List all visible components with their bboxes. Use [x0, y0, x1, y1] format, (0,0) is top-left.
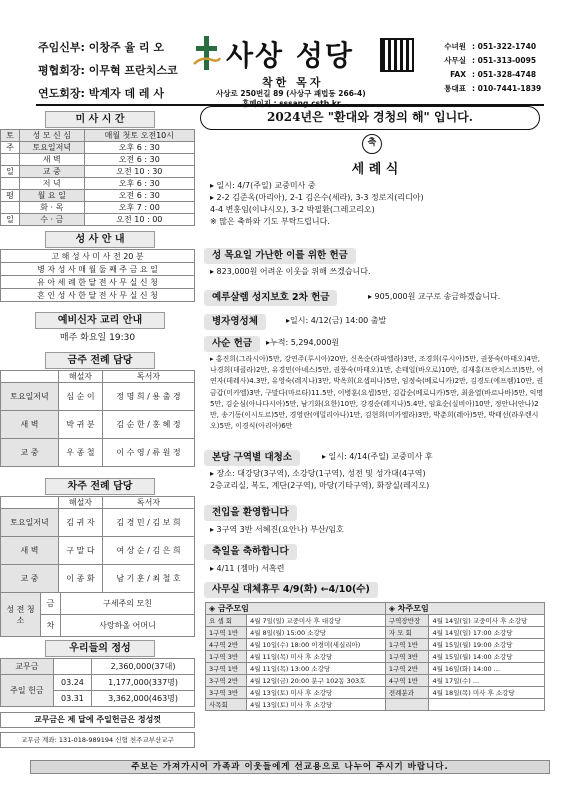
- table-row: 성 전 청 소 금 구세주의 모친: [1, 593, 195, 615]
- contact-row: 사무실 : 051-313-0095: [444, 56, 537, 65]
- table-row: 03.31 3,362,000(463명): [1, 691, 195, 707]
- table-row: 유 아 세 례 한 달 전 사 무 실 신 청: [1, 276, 195, 289]
- sacrament-heading: 성 사 안 내: [45, 231, 155, 248]
- bulletin-subtitle: 착한 목자: [262, 76, 324, 89]
- section-feast: 축일을 축하합니다: [204, 544, 297, 560]
- staff-pastor: 주임신부: 이창주 율 리 오: [38, 41, 164, 54]
- table-row: 토요일저녁 김 귀 자 김 경 민 / 김 보 희: [1, 509, 195, 537]
- qr-code-icon: [380, 38, 414, 72]
- section-district-clean: 본당 구역별 대청소: [204, 450, 300, 466]
- staff-yeondo: 연도회장: 박계자 데 레 사: [38, 87, 164, 100]
- meeting-table: [205, 602, 545, 711]
- contact-row: 수녀원 : 051-322-1740: [444, 42, 537, 51]
- table-row: 새 벽 구 말 다 여 상 순 / 김 은 희: [1, 537, 195, 565]
- mass-table: [0, 129, 195, 226]
- church-title: 사상 성당: [226, 39, 354, 72]
- cross-dove-icon: [192, 34, 222, 74]
- baptism-heading: 세 례 식: [351, 162, 399, 177]
- lent-donor-list: ▸ 홍진희(그라시아)5만, 강연주(루시아)20만, 신옥순(라파엘라)3만, 조경희(루시아)5만, 권풍숙(마태오)4만, 나경희(데클라)2만, 유경민(아녜스)5만, 권풍숙(마태오)1만, 손태일(바오로)10만, 김재홍(프란치스코)5만, 여연자(데레사)4.3만, 유영숙(레지나)3만, 박옥희(요셉피나)5만, 임정숙(베로니카)2만, 김경도(에프렘)10만, 권금갑(미카엘)3만, 구말다(마르타)11.5만, 이병훈(요셉)5만, 김갑순(베로니카)5만, 최윤열(바르나바)5만, 익명5만, 김순심(아나다시아)5만, 남기화(요한)10만, 강경순(레지나)5.4만, 임효순(실비아)10만, 정안나(안나)2만, 송기동(이시도르)5만, 경영란(에밀리아나)1만, 김현희(미카엘라)3만, 박춘희(레아)5만, 박태선(라우렌시오)5만, 이경식(아리아)6만: [210, 355, 544, 431]
- table-row: 평 월 요 일 오전 6 : 30: [1, 190, 195, 202]
- feast-text: ▸ 4/11 (젬마) 서혹련: [210, 564, 285, 573]
- table-row: 사목회 4월 13일(토) 미사 후 소강당: [206, 699, 545, 711]
- table-row: ◈ 금주모임 ◈ 차주모임: [206, 603, 545, 615]
- contact-row: FAX : 051-328-4748: [450, 70, 537, 79]
- celebrate-badge: 축: [362, 134, 382, 154]
- cleaning-table: [0, 592, 195, 637]
- table-row: 1구역 1반 4월 8일(월) 15:00 소강당 자 모 회 4월 14일(일) 17:00 소강당: [206, 627, 545, 639]
- lent-total: ▸누적: 5,294,000원: [266, 338, 340, 347]
- offering-table: [0, 658, 195, 707]
- table-row: 새 벽 박 귀 분 김 순 한 / 홍 혜 정: [1, 411, 195, 439]
- table-row: 교 중 이 종 화 남 기 훈 / 최 철 호: [1, 565, 195, 593]
- offering-account: 교무금 계좌: 131-018-989194 신협 천주교부산교구: [0, 732, 195, 748]
- contact-row: 통대표 : 010-7441-1839: [444, 84, 542, 93]
- table-row: 토 성 모 신 심 매월 첫토 오전10시: [1, 130, 195, 142]
- table-row: 저 녁 오후 6 : 30: [1, 178, 195, 190]
- section-transfer: 전입을 환영합니다: [204, 505, 297, 521]
- table-row: 병 자 성 사 매 월 둘 째 주 금 요 일: [1, 263, 195, 276]
- table-row: 교 중 우 종 철 이 수 영 / 류 원 정: [1, 439, 195, 467]
- offering-note: 교무금은 제 달에 주일헌금은 정성껏: [0, 712, 195, 728]
- contact-list: [434, 40, 541, 96]
- sacrament-table: [0, 249, 195, 302]
- table-row: 3구역 3반 4월 13일(토) 미사 후 소강당 전례분과 4월 18일(목) 미사 후 소강당: [206, 687, 545, 699]
- section-holy-thursday: 성 목요일 가난한 이를 위한 헌금: [204, 248, 356, 264]
- year-banner: 2024년은 "환대와 경청의 해" 입니다.: [200, 106, 540, 130]
- table-row: 해설자 독서자: [1, 371, 195, 383]
- table-row: 교무금 2,360,000(37대): [1, 659, 195, 675]
- this-week-heading: 금주 전례 담당: [45, 352, 155, 369]
- table-row: 주일 헌금 03.24 1,177,000(337명): [1, 675, 195, 691]
- this-week-table: [0, 370, 195, 467]
- district-places: ▸ 장소: 대강당(3구역), 소강당(1구역), 성전 및 성가대(4구역) 2층교리실, 복도, 계단(2구역), 마당(기타구역), 화장실(레지오): [210, 469, 430, 490]
- table-row: 화 · 목 오후 7 : 00: [1, 202, 195, 214]
- table-row: 4구역 2반 4월 10일(수) 18:00 이경미(세실리아) 1구역 1반 4월 15일(월) 19:00 소강당: [206, 639, 545, 651]
- footer-note: 주보는 가져가시어 가족과 이웃들에게 선교용으로 나누어 주시기 바랍니다.: [30, 760, 550, 774]
- jerusalem-text: ▸ 905,000원 교구로 송금하겠습니다.: [368, 292, 501, 301]
- table-row: 혼 인 성 사 한 달 전 사 무 실 신 청: [1, 289, 195, 302]
- church-homepage: 홈페이지 : sssang.cstb.kr: [242, 99, 341, 108]
- transfer-text: ▸ 3구역 3반 서혜진(요안나) 부산/임호: [210, 525, 344, 534]
- table-row: 3구역 2반 4월 12일(금) 20:00 분구 102동 303호 4구역 1반 4월 17일(수) ...: [206, 675, 545, 687]
- table-row: 1구역 3반 4월 11일(목) 미사 후 소강당 1구역 3반 4월 15일(월) 14:00 소강당: [206, 651, 545, 663]
- table-row: 요 셉 회 4월 7일(일) 교중미사 후 대강당 구역장반장 4월 14일(일) 교중미사 후 소강당: [206, 615, 545, 627]
- table-row: 차 사랑하올 어머니: [1, 615, 195, 637]
- catechumen-text: 매주 화요일 19:30: [59, 333, 136, 343]
- church-address: 사상로 250번길 89 (사상구 괘법동 266-4): [216, 89, 366, 98]
- table-row: 일 수 · 금 오전 10 : 00: [1, 214, 195, 226]
- table-row: 주 토요일저녁 오후 6 : 30: [1, 142, 195, 154]
- next-week-table: [0, 496, 195, 593]
- section-sick-communion: 병자영성체: [204, 314, 266, 330]
- next-week-heading: 차주 전례 담당: [45, 478, 155, 495]
- mass-heading: 미 사 시 간: [45, 111, 155, 128]
- table-row: 일 교 중 오전 10 : 30: [1, 166, 195, 178]
- section-office-holiday: 사무실 대체휴무 4/9(화) ←4/10(수): [204, 582, 378, 598]
- table-row: 고 해 성 사 미 사 전 20 분: [1, 250, 195, 263]
- sick-communion-text: ▸일시: 4/12(금) 14:00 출발: [286, 316, 387, 325]
- catechumen-heading: 예비신자 교리 안내: [35, 312, 165, 329]
- table-row: 토요일저녁 심 순 이 정 명 희 / 용 출 경: [1, 383, 195, 411]
- staff-list: [38, 36, 178, 105]
- baptism-details: ▸ 일시: 4/7(주일) 교중미사 중 ▸ 2-2 김준옥(마리아), 2-1 김은수(세라), 3-3 정로지(리디아) 4-4 변홍임(이냐시오), 3-2 박필환(그레고리오) ※ 많은 축하와 기도 부탁드립니다.: [210, 181, 424, 226]
- section-lent-offering: 사순 헌금: [204, 336, 260, 352]
- offering-heading: 우리들의 정성: [45, 640, 155, 657]
- table-row: 3구역 1반 4월 11일(목) 13:00 소강당 1구역 2반 4월 16일(화) 14:00 ...: [206, 663, 545, 675]
- table-row: 새 벽 오전 6 : 30: [1, 154, 195, 166]
- district-when: ▸ 일시: 4/14(주일) 교중미사 후: [322, 452, 433, 461]
- staff-council: 평협회장: 이무혁 프란치스코: [38, 64, 178, 77]
- holy-thursday-text: ▸ 823,000원 어려운 이웃을 위해 쓰겠습니다.: [210, 267, 371, 276]
- table-row: 해설자 독서자: [1, 497, 195, 509]
- church-logo: [192, 34, 392, 114]
- section-jerusalem: 예루살렘 성지보호 2차 헌금: [204, 290, 337, 306]
